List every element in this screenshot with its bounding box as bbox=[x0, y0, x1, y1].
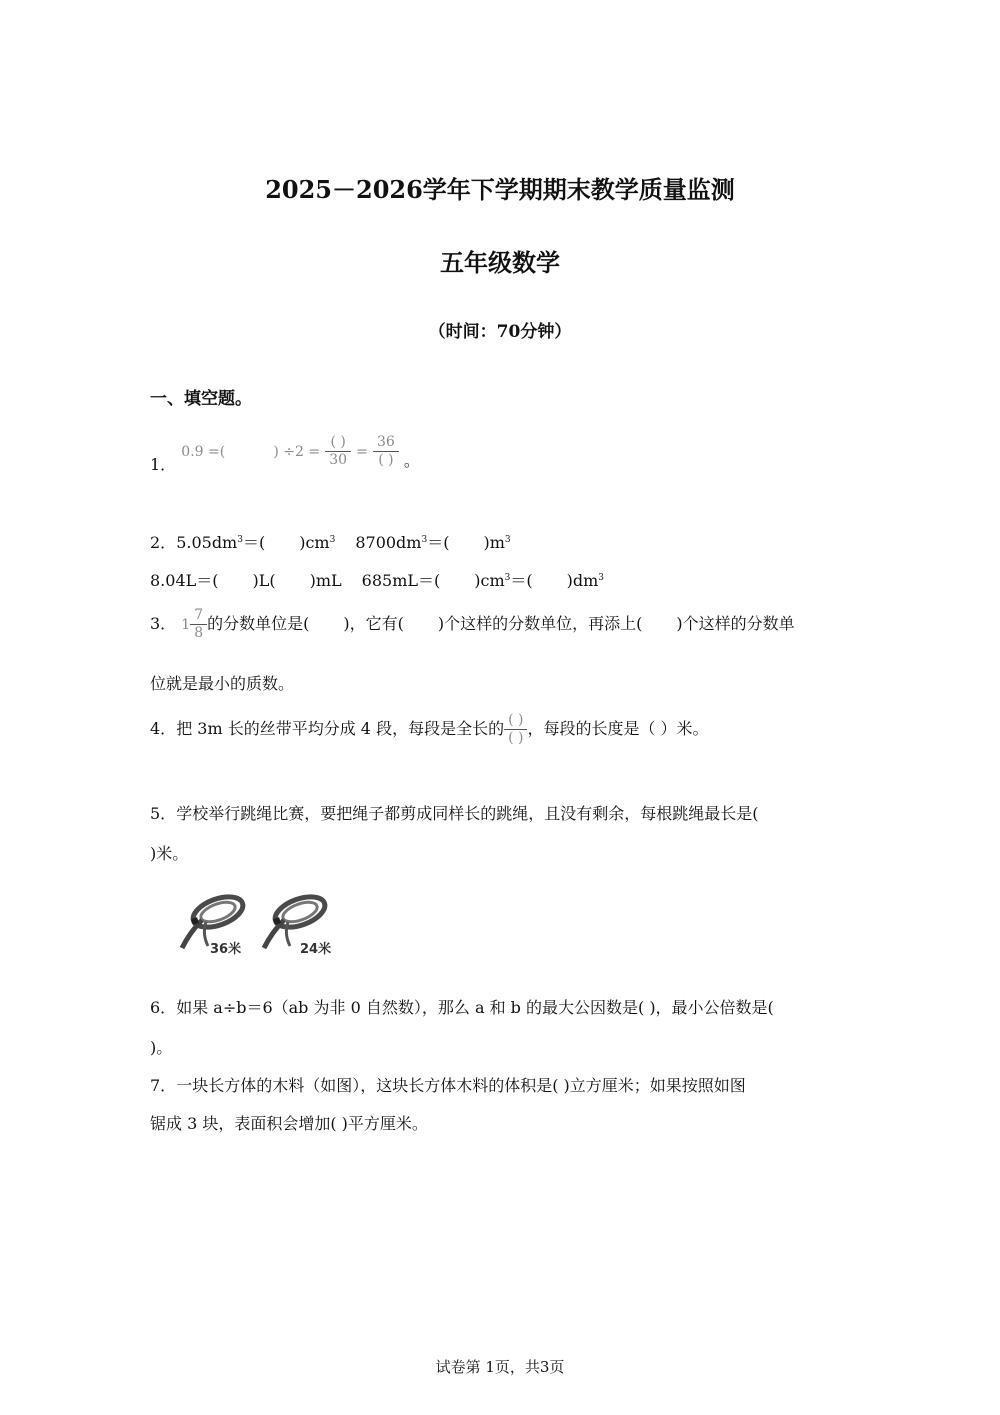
question-3-line-1: 3． 1 $\frac{7}{8}$ 的分数单位是( )，它有( )个这样的分数单位，再添上( )个这样的分数单 bbox=[150, 607, 795, 641]
section-heading: 一、填空题。 bbox=[150, 389, 252, 409]
q1-fraction-2: $\frac{36}{( )}$ bbox=[373, 434, 399, 469]
question-7-line-1: 7．一块长方体的木料（如图），这块长方体木料的体积是( )立方厘米；如果按照如图 bbox=[150, 1076, 746, 1095]
question-2-line-1: 2．$5.05dm^3=$( )$cm^3$ $8700dm^3=$( )$m^3$ bbox=[150, 533, 511, 552]
time-note: （时间：70分钟） bbox=[428, 322, 572, 342]
question-6-line-1: 6．如果 a÷b＝6（ab 为非 0 自然数），那么 a 和 b 的最大公因数是( )，最小公倍数是( bbox=[150, 998, 774, 1017]
q1-end: 。 bbox=[403, 451, 420, 470]
question-5-line-2: )米。 bbox=[150, 844, 189, 863]
q4-fraction: $\frac{( )}{( )}$ bbox=[504, 712, 527, 747]
rope-image-24 bbox=[254, 890, 334, 960]
grade-subject: 五年级数学 bbox=[440, 248, 560, 277]
q1-equals: = bbox=[356, 444, 368, 460]
q3-fraction: $\frac{7}{8}$ bbox=[190, 607, 207, 642]
question-number: 5． bbox=[150, 804, 177, 823]
question-number: 3． bbox=[150, 614, 177, 633]
page-footer: 试卷第 1页，共3页 bbox=[435, 1358, 565, 1376]
q1-fraction-1: $\frac{( )}{30}$ bbox=[325, 434, 351, 469]
question-number: 7． bbox=[150, 1076, 177, 1095]
q1-expression-a: 0.9 =( bbox=[181, 444, 226, 460]
question-number: 4． bbox=[150, 719, 177, 738]
q1-expression-b: ) ÷2 = bbox=[273, 444, 321, 460]
question-4: 4．把 3m 长的丝带平均分成 4 段，每段是全长的 $\frac{( )}{( )}$ ，每段的长度是（ ）米。 bbox=[150, 712, 709, 746]
rope-label-36: 36米 bbox=[210, 942, 242, 957]
rope-label-24: 24米 bbox=[300, 942, 332, 957]
question-number: 2． bbox=[150, 533, 177, 552]
question-number: 1． bbox=[150, 455, 177, 474]
question-7-line-2: 锯成 3 块，表面积会增加( )平方厘米。 bbox=[150, 1114, 428, 1133]
question-1 bbox=[150, 434, 420, 477]
question-6-line-2: )。 bbox=[150, 1038, 173, 1057]
question-2-line-2: 8.04L＝( )L( )mL 685mL＝( )$cm^3=$( )$dm^3$ bbox=[150, 571, 604, 590]
exam-title: 2025－2026学年下学期期末教学质量监测 bbox=[265, 175, 735, 204]
question-number: 6． bbox=[150, 998, 177, 1017]
question-5-line-1: 5．学校举行跳绳比赛，要把绳子都剪成同样长的跳绳，且没有剩余，每根跳绳最长是( bbox=[150, 804, 759, 823]
question-3-line-2: 位就是最小的质数。 bbox=[150, 674, 295, 693]
rope-image-36 bbox=[172, 890, 252, 960]
